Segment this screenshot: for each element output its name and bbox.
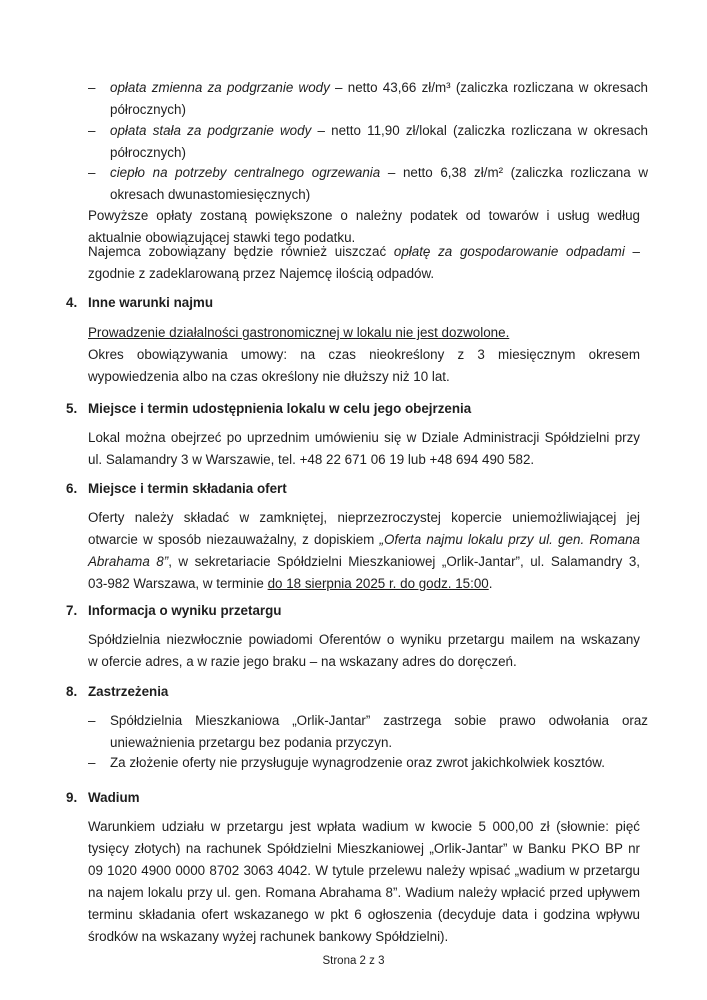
list-item-no-compensation: – Za złożenie oferty nie przysługuje wynagrodzenie oraz zwrot jakichkolwiek kosztów.	[88, 752, 648, 774]
section-title: Wadium	[88, 790, 140, 805]
section-number: 5.	[66, 401, 78, 416]
dash-bullet: –	[88, 165, 96, 180]
page-number-footer: Strona 2 z 3	[322, 955, 385, 967]
list-item-water-fixed	[88, 120, 648, 164]
section-number: 8.	[66, 684, 78, 699]
list-item-water-variable	[88, 77, 648, 121]
section-4-body: Prowadzenie działalności gastronomicznej w lokalu nie jest dozwolone. Okres obowiązywania umowy: na czas nieokreślony z 3 miesięcznym okresem wypowiedzenia albo na czas określony nie dłuższy niż 10 lat.	[88, 325, 640, 384]
list-item-heating	[88, 162, 648, 206]
fee-name: ciepło na potrzeby centralnego ogrzewania	[110, 165, 381, 180]
tax-paragraph: Powyższe opłaty zostaną powiększone o należny podatek od towarów i usług według aktualnie obowiązującej stawki tego podatku.	[88, 208, 640, 245]
section-8-heading	[66, 681, 168, 703]
fee-name: opłata stała za podgrzanie wody	[110, 123, 312, 138]
section-title: Inne warunki najmu	[88, 295, 214, 310]
section-7-heading	[66, 600, 281, 622]
section-5-body: Lokal można obejrzeć po uprzednim umówieniu się w Dziale Administracji Spółdzielni przy ul. Salamandry 3 w Warszawie, tel. +48 22 671 06 19 lub +48 694 490 582.	[88, 430, 640, 467]
section-title: Miejsce i termin udostępnienia lokalu w celu jego obejrzenia	[88, 401, 472, 416]
section-title: Zastrzeżenia	[88, 684, 169, 699]
section-4-heading	[66, 292, 213, 314]
list-item-revocation: – Spółdzielnia Mieszkaniowa „Orlik-Jantar” zastrzega sobie prawo odwołania oraz unieważnienia przetargu bez podania przyczyn.	[88, 710, 648, 754]
dash-bullet: –	[88, 755, 96, 770]
fee-name: opłata zmienna za podgrzanie wody	[110, 80, 330, 95]
dash-bullet: –	[88, 80, 96, 95]
dash-bullet: –	[88, 123, 96, 138]
fee-detail: – netto 6,38 zł/m² (zaliczka rozliczana w	[380, 165, 648, 180]
fee-detail: – netto 43,66 zł/m³ (zaliczka rozliczana w okresach	[329, 80, 648, 95]
section-9-heading	[66, 787, 140, 809]
section-7-body: Spółdzielnia niezwłocznie powiadomi Oferentów o wyniku przetargu mailem na wskazany w ofercie adres, a w razie jego braku – na wskazany adres do doręczeń.	[88, 632, 640, 669]
fee-detail-cont: półrocznych)	[110, 145, 186, 160]
section-number: 7.	[66, 603, 78, 618]
fee-detail: – netto 11,90 zł/lokal (zaliczka rozliczana w okresach	[311, 123, 648, 138]
deadline: do 18 sierpnia 2025 r. do godz. 15:00	[267, 576, 489, 591]
section-5-heading	[66, 398, 471, 420]
section-number: 9.	[66, 790, 78, 805]
section-6-body: Oferty należy składać w zamkniętej, nieprzezroczystej kopercie uniemożliwiającej jej otwarcie w sposób niezauważalny, z dopiskiem „Oferta najmu lokalu przy ul. gen. Romana Abrahama 8”, w sekretariacie Spółdzielni Mieszkaniowej „Orlik-Jantar”, ul. Salamandry 3, 03-982 Warszawa, w terminie do 18 sierpnia 2025 r. do godz. 15:00.	[88, 510, 640, 591]
no-gastronomy-notice: Prowadzenie działalności gastronomicznej w lokalu nie jest dozwolone.	[88, 325, 510, 340]
section-title: Miejsce i termin składania ofert	[88, 481, 287, 496]
section-6-heading	[66, 478, 287, 500]
fee-detail-cont: okresach dwunastomiesięcznych)	[110, 187, 311, 202]
section-9-body: Warunkiem udziału w przetargu jest wpłata wadium w kwocie 5 000,00 zł (słownie: pięć tysięcy złotych) na rachunek Spółdzielni Mieszkaniowej „Orlik-Jantar” w Banku PKO BP nr 09 1020 4900 0000 8702 3063 4042. W tytule przelewu należy wpisać „wadium w przetargu na najem lokalu przy ul. gen. Romana Abrahama 8”. Wadium należy wpłacić przed upływem terminu składania ofert wskazanego w pkt 6 ogłoszenia (decyduje data i godzina wpływu środków na wskazany wyżej rachunek bankowy Spółdzielni).	[88, 819, 640, 944]
section-number: 4.	[66, 295, 78, 310]
waste-fee-paragraph: Najemca zobowiązany będzie również uiszczać opłatę za gospodarowanie odpadami – zgodnie z zadeklarowaną przez Najemcę ilością odpadów.	[88, 244, 640, 281]
section-title: Informacja o wyniku przetargu	[88, 603, 282, 618]
dash-bullet: –	[88, 713, 96, 728]
section-number: 6.	[66, 481, 78, 496]
fee-detail-cont: półrocznych)	[110, 102, 186, 117]
